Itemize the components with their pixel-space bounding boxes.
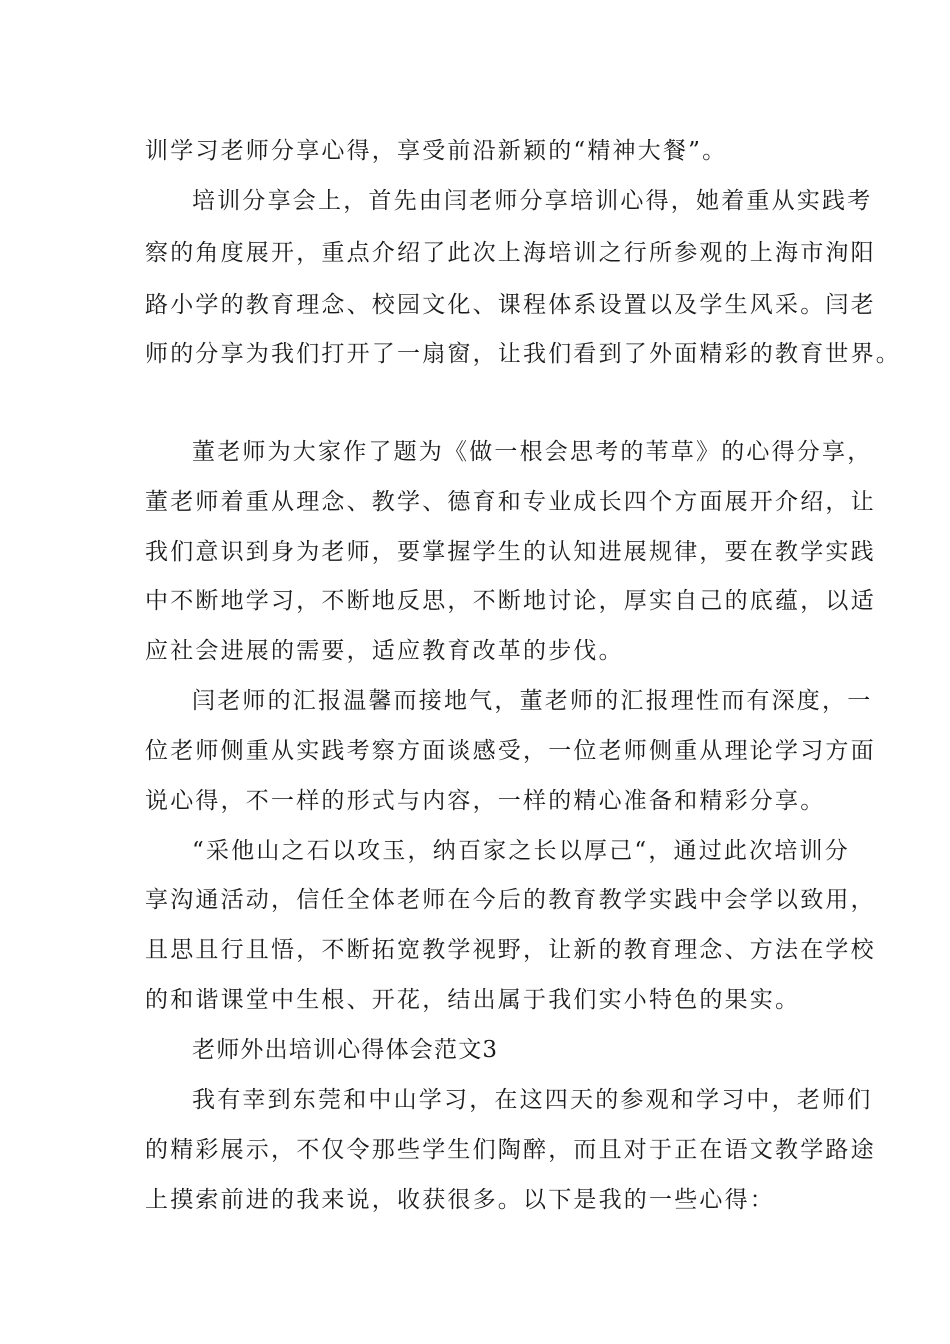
text-line-20: 的精彩展示，不仅令那些学生们陶醉，而且对于正在语文教学路途 — [145, 1137, 876, 1163]
text-line-10: 应社会进展的需要，适应教育改革的步伐。 — [145, 638, 624, 664]
text-line-16: 且思且行且悟，不断拓宽教学视野，让新的教育理念、方法在学校 — [145, 937, 876, 963]
text-line-14: “采他山之石以攻玉，纳百家之长以厚己“，通过此次培训分 — [192, 838, 850, 864]
text-line-5: 师的分享为我们打开了一扇窗，让我们看到了外面精彩的教育世界。 — [145, 341, 901, 367]
text-line-8: 我们意识到身为老师，要掌握学生的认知进展规律，要在教学实践 — [145, 539, 876, 565]
text-line-17: 的和谐课堂中生根、开花，结出属于我们实小特色的果实。 — [145, 987, 801, 1013]
text-line-15: 享沟通活动，信任全体老师在今后的教育教学实践中会学以致用， — [145, 887, 876, 913]
section-heading: 老师外出培训心得体会范文3 — [192, 1037, 499, 1063]
text-line-13: 说心得，不一样的形式与内容，一样的精心准备和精彩分享。 — [145, 788, 826, 814]
text-line-1: 训学习老师分享心得，享受前沿新颖的“精神大餐”。 — [145, 138, 728, 164]
text-line-19: 我有幸到东莞和中山学习，在这四天的参观和学习中，老师们 — [192, 1087, 873, 1113]
text-line-3: 察的角度展开，重点介绍了此次上海培训之行所参观的上海市洵阳 — [145, 240, 876, 266]
text-line-7: 董老师着重从理念、教学、德育和专业成长四个方面展开介绍，让 — [145, 489, 876, 515]
text-line-12: 位老师侧重从实践考察方面谈感受，一位老师侧重从理论学习方面 — [145, 738, 876, 764]
text-line-9: 中不断地学习，不断地反思，不断地讨论，厚实自己的底蕴，以适 — [145, 588, 876, 614]
text-line-21: 上摸索前进的我来说，收获很多。以下是我的一些心得： — [145, 1187, 775, 1213]
text-line-4: 路小学的教育理念、校园文化、课程体系设置以及学生风采。闫老 — [145, 292, 876, 318]
text-line-11: 闫老师的汇报温馨而接地气，董老师的汇报理性而有深度，一 — [192, 688, 873, 714]
text-line-6: 董老师为大家作了题为《做一根会思考的苇草》的心得分享， — [192, 439, 873, 465]
text-line-2: 培训分享会上，首先由闫老师分享培训心得，她着重从实践考 — [192, 188, 873, 214]
